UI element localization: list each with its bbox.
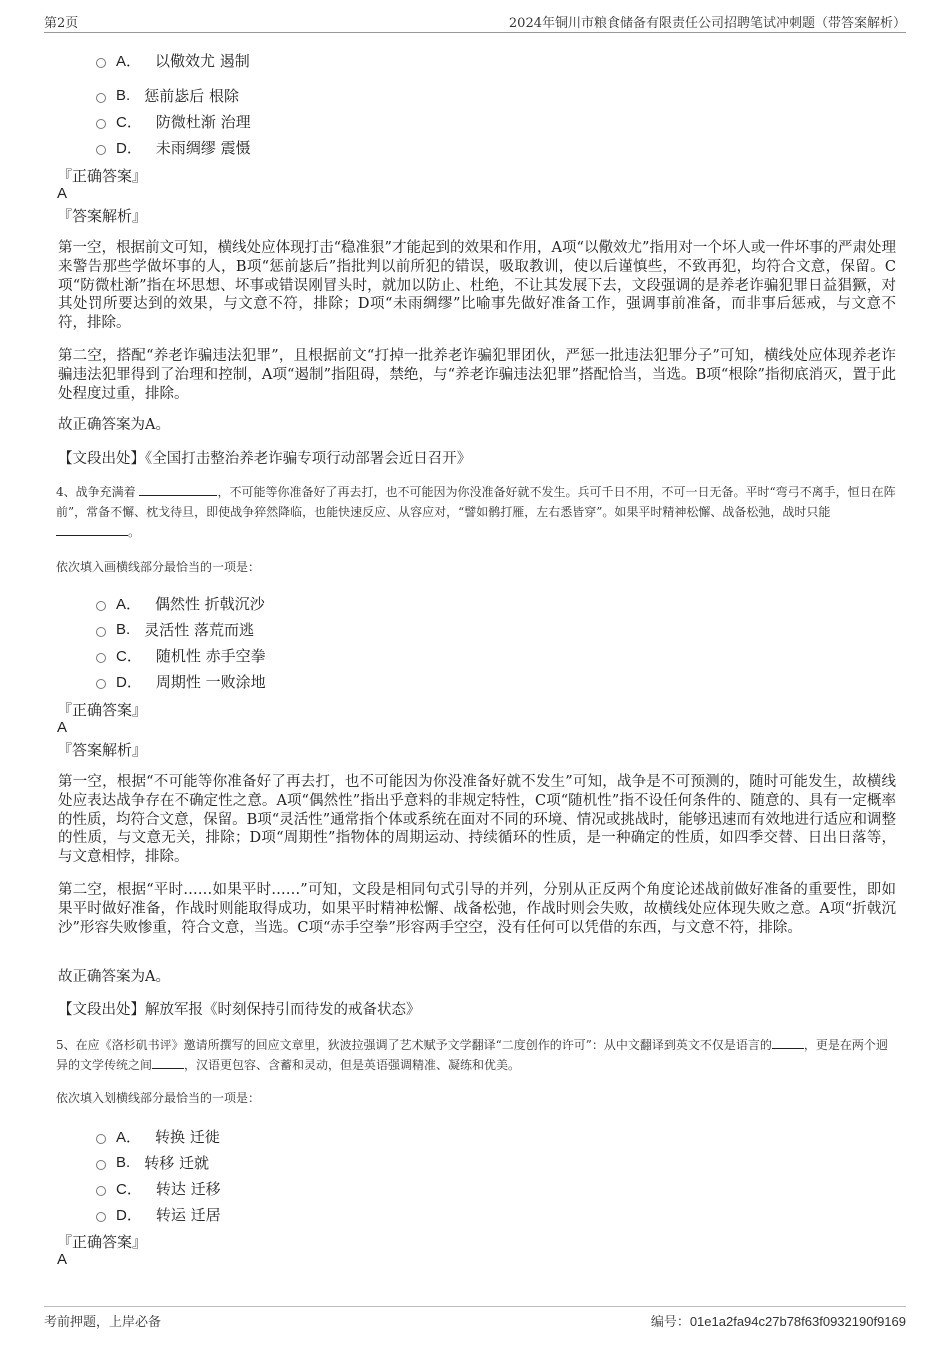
correct-answer: A <box>57 719 68 736</box>
footer-slogan: 考前押题，上岸必备 <box>44 1315 162 1330</box>
fill-blank <box>152 1056 184 1069</box>
question-prompt: 依次填入划横线部分最恰当的一项是： <box>56 1091 261 1105</box>
q3-option-c[interactable]: C． 防微杜渐 治理 <box>96 111 251 132</box>
radio-icon[interactable] <box>96 58 106 68</box>
radio-icon[interactable] <box>96 1186 106 1196</box>
q3-option-a[interactable]: A． 以儆效尤 遏制 <box>96 50 250 71</box>
q4-option-c[interactable]: C． 随机性 赤手空拳 <box>96 645 266 666</box>
answer-label: 『正确答案』 <box>57 1233 148 1251</box>
q5-option-a[interactable]: A． 转换 迁徙 <box>96 1126 220 1147</box>
fill-blank <box>139 483 217 496</box>
analysis-paragraph: 第一空，根据“不可能等你准备好了再去打，也不可能因为你没准备好就不发生”可知，战争是不可预测的，随时可能发生，故横线处应表达战争存在不确定性之意。A项“偶然性”指出乎意料的非规定特性，C项“随机性”指不设任何条件的、随意的、具有一定概率的性质，均符合文意，保留。B项“灵活性”通常指个体或系统在面对不同的环境、情况或挑战时，能够迅速而有效地进行适应和调整的性质，与文意无关，排除；D项“周期性”指物体的周期运动、持续循环的性质，是一种确定的性质，如四季交替、日出日落等，与文意相悖，排除。 <box>58 774 896 866</box>
question-stem: 4、战争充满着 ，不可能等你准备好了再去打，也不可能因为你没准备好就不发生。兵可千日不用，不可一日无备。平时“弯弓不离手，恒日在阵前”，常备不懈、枕戈待旦，即使战争猝然降临，也能快速反应、从容应对，“譬如鹘打雁，左右悉皆穿”。如果平时精神松懈、战备松弛，战时只能 。 <box>56 485 896 539</box>
document-id: 编号：01e1a2fa94c27b78f63f0932190f9169 <box>650 1314 906 1329</box>
conclusion: 故正确答案为A。 <box>58 969 170 985</box>
source-citation: 【文段出处】《全国打击整治养老诈骗专项行动部署会近日召开》 <box>58 451 472 467</box>
radio-icon[interactable] <box>96 1134 106 1144</box>
page-footer <box>44 1311 906 1330</box>
analysis-paragraph: 第二空，搭配“养老诈骗违法犯罪”，且根据前文“打掉一批养老诈骗犯罪团伙，严惩一批违法犯罪分子”可知，横线处应体现养老诈骗违法犯罪得到了治理和控制，A项“遏制”指阻碍，禁绝，与“养老诈骗违法犯罪”搭配恰当，当选。B项“根除”指彻底消灭，置于此处程度过重，排除。 <box>58 348 896 402</box>
q4-option-a[interactable]: A． 偶然性 折戟沉沙 <box>96 593 265 614</box>
page-number: 第2页 <box>44 16 79 31</box>
page-header <box>44 12 906 32</box>
q4-option-d[interactable]: D． 周期性 一败涂地 <box>96 671 266 692</box>
radio-icon[interactable] <box>96 679 106 689</box>
answer-label: 『正确答案』 <box>57 701 148 719</box>
q5-option-c[interactable]: C． 转达 迁移 <box>96 1178 221 1199</box>
conclusion: 故正确答案为A。 <box>58 417 170 433</box>
analysis-paragraph: 第一空，根据前文可知，横线处应体现打击“稳准狠”才能起到的效果和作用，A项“以儆效尤”指用对一个坏人或一件坏事的严肃处理来警告那些学做坏事的人，B项“惩前毖后”指批判以前所犯的错误，吸取教训，使以后谨慎些，不致再犯，均符合文意，保留。C项“防微杜渐”指在坏思想、坏事或错误刚冒头时，就加以防止、杜绝，不让其发展下去，文段强调的是养老诈骗犯罪日益猖獗，对其处罚所要达到的效果，与文意不符，排除；D项“未雨绸缪”比喻事先做好准备工作，强调事前准备，而非事后惩戒，与文意不符，排除。 <box>58 240 896 332</box>
radio-icon[interactable] <box>96 1212 106 1222</box>
question-stem: 5、在应《洛杉矶书评》邀请所撰写的回应文章里，狄波拉强调了艺术赋予文学翻译“二度创作的许可”：从中文翻译到英文不仅是语言的 ，更是在两个迥异的文学传统之间 ，汉语更包容、含蓄和灵动，但是英语强调精准、凝练和优美。 <box>56 1038 888 1072</box>
radio-icon[interactable] <box>96 145 106 155</box>
footer-divider <box>44 1306 906 1307</box>
q3-option-b[interactable]: B. 惩前毖后 根除 <box>96 85 239 106</box>
radio-icon[interactable] <box>96 119 106 129</box>
radio-icon[interactable] <box>96 1160 106 1170</box>
radio-icon[interactable] <box>96 93 106 103</box>
analysis-label: 『答案解析』 <box>57 207 148 225</box>
correct-answer: A <box>57 1251 68 1268</box>
question-prompt: 依次填入画横线部分最恰当的一项是： <box>56 560 261 574</box>
q4-option-b[interactable]: B. 灵活性 落荒而逃 <box>96 619 254 640</box>
document-title: 2024年铜川市粮食储备有限责任公司招聘笔试冲刺题（带答案解析） <box>508 16 906 31</box>
q3-option-d[interactable]: D． 未雨绸缪 震慑 <box>96 137 251 158</box>
radio-icon[interactable] <box>96 601 106 611</box>
radio-icon[interactable] <box>96 627 106 637</box>
analysis-label: 『答案解析』 <box>57 741 148 759</box>
answer-label: 『正确答案』 <box>57 167 148 185</box>
fill-blank <box>56 523 128 536</box>
correct-answer: A <box>57 185 68 202</box>
fill-blank <box>772 1036 804 1049</box>
q5-option-b[interactable]: B. 转移 迁就 <box>96 1152 209 1173</box>
source-citation: 【文段出处】解放军报《时刻保持引而待发的戒备状态》 <box>58 1002 421 1018</box>
q5-option-d[interactable]: D． 转运 迁居 <box>96 1204 221 1225</box>
analysis-paragraph: 第二空，根据“平时……如果平时……”可知，文段是相同句式引导的并列，分别从正反两个角度论述战前做好准备的重要性，即如果平时做好准备，作战时则能取得成功，如果平时精神松懈、战备松弛，作战时则会失败，故横线处应体现失败之意。A项“折戟沉沙”形容失败惨重，符合文意，当选。C项“赤手空拳”形容两手空空，没有任何可以凭借的东西，与文意不符，排除。 <box>58 882 896 936</box>
header-divider <box>44 32 906 33</box>
radio-icon[interactable] <box>96 653 106 663</box>
